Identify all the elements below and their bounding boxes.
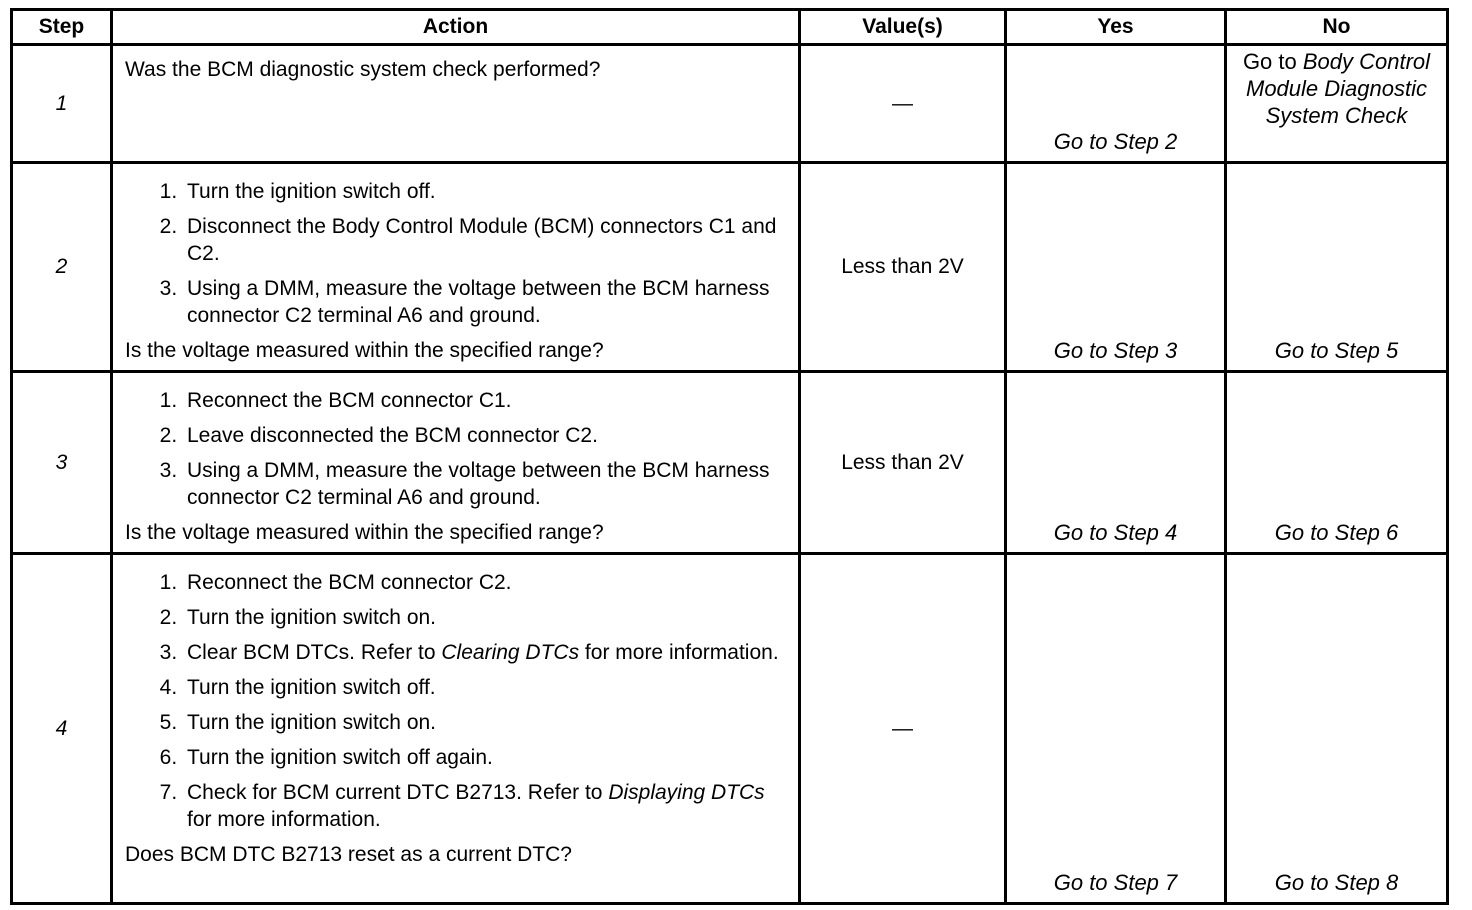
action-item: 4. Turn the ignition switch off.: [183, 674, 786, 701]
step-question: Is the voltage measured within the specified range?: [125, 339, 604, 362]
value-text: —: [892, 716, 913, 740]
yes-goto-link[interactable]: Go to Step 2: [1006, 45, 1226, 163]
step-question: Does BCM DTC B2713 reset as a current DTC?: [125, 843, 572, 866]
no-goto-prefix: Go to: [1242, 49, 1303, 74]
action-list: [125, 178, 786, 329]
diagnostic-table: [10, 8, 1449, 905]
action-item: 2. Leave disconnected the BCM connector C2.: [183, 422, 786, 449]
action-item: 3. Using a DMM, measure the voltage between the BCM harness connector C2 terminal A6 and ground.: [183, 457, 786, 511]
yes-goto-link[interactable]: Go to Step 3: [1006, 163, 1226, 372]
action-item: [183, 779, 786, 833]
table-row-step-1: [12, 45, 1448, 163]
step-number: 4: [12, 554, 112, 904]
value-text: Less than 2V: [841, 255, 964, 278]
table-row-step-2: [12, 163, 1448, 372]
action-cell: [112, 554, 800, 904]
no-goto-link[interactable]: Go to Step 5: [1226, 163, 1448, 372]
action-text: Check for BCM current DTC B2713. Refer to: [187, 781, 609, 804]
action-item: 2. Turn the ignition switch on.: [183, 604, 786, 631]
action-list: [125, 387, 786, 511]
displaying-dtcs-reference[interactable]: Displaying DTCs: [608, 781, 765, 804]
action-item: 5. Turn the ignition switch on.: [183, 709, 786, 736]
yes-goto-link[interactable]: Go to Step 4: [1006, 372, 1226, 554]
action-item: 1. Reconnect the BCM connector C1.: [183, 387, 786, 414]
header-action: Action: [112, 10, 800, 45]
action-text: for more information.: [187, 808, 381, 831]
action-cell: [112, 45, 800, 163]
header-row: [12, 10, 1448, 45]
step-number: 2: [12, 163, 112, 372]
no-goto-reference: Body Control Module Diagnostic System Check: [1246, 49, 1431, 128]
action-item: 2. Disconnect the Body Control Module (BCM) connectors C1 and C2.: [183, 213, 786, 267]
no-goto-link[interactable]: Go to Step 8: [1226, 554, 1448, 904]
action-item: [183, 639, 786, 666]
yes-goto-link[interactable]: Go to Step 7: [1006, 554, 1226, 904]
value-cell: [800, 45, 1006, 163]
action-item: 3. Using a DMM, measure the voltage between the BCM harness connector C2 terminal A6 and ground.: [183, 275, 786, 329]
value-text: —: [892, 91, 913, 115]
step-number: 1: [12, 45, 112, 163]
action-item: 1. Turn the ignition switch off.: [183, 178, 786, 205]
header-values: Value(s): [800, 10, 1006, 45]
step-number: 3: [12, 372, 112, 554]
step-question: Is the voltage measured within the specified range?: [125, 521, 604, 544]
value-cell: [800, 163, 1006, 372]
step-question: Was the BCM diagnostic system check performed?: [125, 58, 601, 81]
value-text: Less than 2V: [841, 450, 964, 474]
no-goto-link[interactable]: Go to Step 6: [1226, 372, 1448, 554]
header-yes: Yes: [1006, 10, 1226, 45]
header-step: Step: [12, 10, 112, 45]
value-cell: [800, 554, 1006, 904]
value-cell: [800, 372, 1006, 554]
action-cell: [112, 372, 800, 554]
action-list: [125, 569, 786, 833]
action-cell: [112, 163, 800, 372]
action-text: Clear BCM DTCs. Refer to: [187, 641, 442, 664]
clearing-dtcs-reference[interactable]: Clearing DTCs: [441, 641, 580, 664]
action-text: for more information.: [579, 641, 779, 664]
action-item: 1. Reconnect the BCM connector C2.: [183, 569, 786, 596]
header-no: No: [1226, 10, 1448, 45]
action-item: 6. Turn the ignition switch off again.: [183, 744, 786, 771]
table-row-step-3: [12, 372, 1448, 554]
table-row-step-4: [12, 554, 1448, 904]
no-goto-link[interactable]: [1226, 45, 1448, 163]
